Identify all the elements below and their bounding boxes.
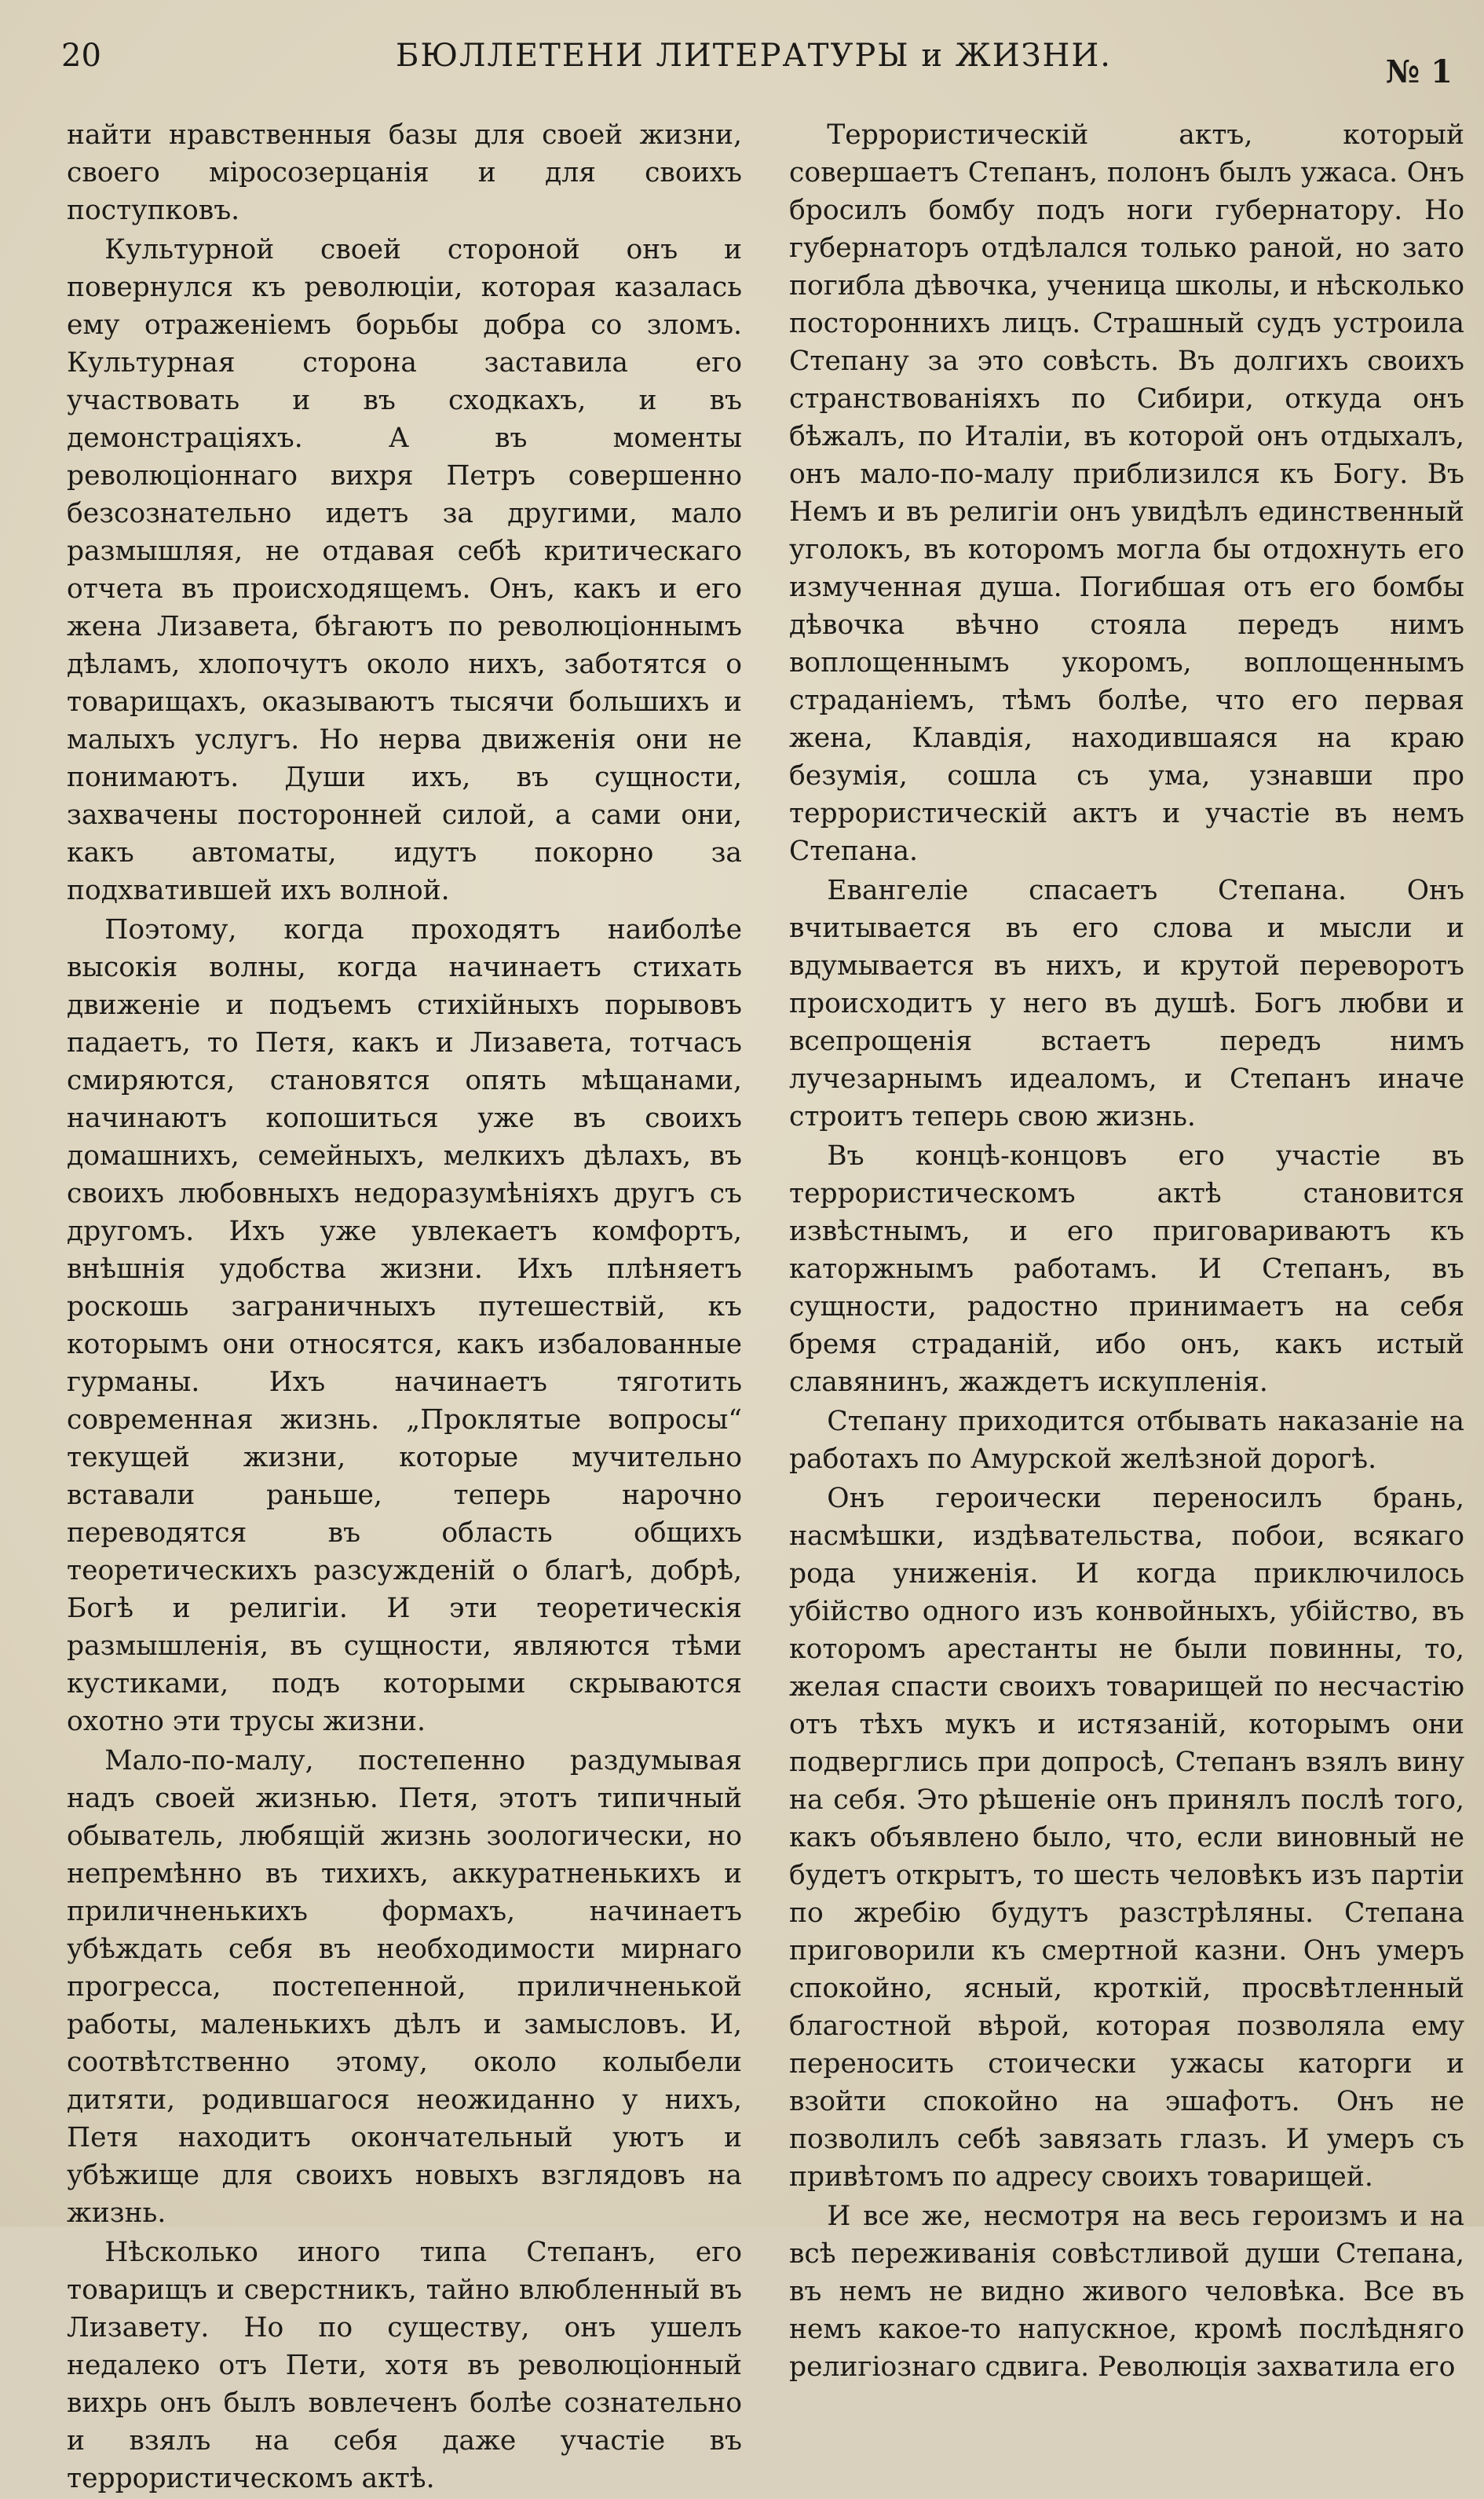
page-number: 20 xyxy=(61,38,101,74)
paragraph: Онъ героически переносилъ брань, насмѣшки, издѣвательства, побои, всякаго рода униженія. И когда приключилось убійство одного изъ конвойныхъ, убійство, въ которомъ арестанты не были повинны, то, желая спасти своихъ товарищей по несчастію отъ тѣхъ мукъ и истязаній, которымъ они подверглись при допросѣ, Степанъ взялъ вину на себя. Это рѣшеніе онъ принялъ послѣ того, какъ объявлено было, что, если виновный не будетъ открытъ, то шесть человѣкъ изъ партіи по жребію будутъ разстрѣляны. Степана приговорили къ смертной казни. Онъ умеръ спокойно, ясный, кроткій, просвѣтленный благостной вѣрой, которая позволяла ему переносить стоически ужасы каторги и взойти спокойно на эшафотъ. Онъ не позволилъ себѣ завязать глазъ. И умеръ съ привѣтомъ по адресу своихъ товарищей. xyxy=(789,1483,1464,2193)
paragraph: найти нравственныя базы для своей жизни, своего міросозерцанія и для своихъ поступковъ. xyxy=(67,119,742,226)
running-title: БЮЛЛЕТЕНИ ЛИТЕРАТУРЫ и ЖИЗНИ. xyxy=(396,38,1112,74)
paragraph: Степану приходится отбывать наказаніе на работахъ по Амурской желѣзной дорогѣ. xyxy=(789,1406,1464,1475)
paragraph: Нѣсколько иного типа Степанъ, его товарищъ и сверстникъ, тайно влюбленный въ Лизавету. Но по существу, онъ ушелъ недалеко отъ Пети, хотя въ революціонный вихрь онъ былъ вовлеченъ болѣе сознательно и взялъ на себя даже участіе въ террористическомъ актѣ. xyxy=(67,2237,742,2494)
paragraph: Террористическій актъ, который совершаетъ Степанъ, полонъ былъ ужаса. Онъ бросилъ бомбу подъ ноги губернатору. Но губернаторъ отдѣлался только раной, но зато погибла дѣвочка, ученица школы, и нѣсколько постороннихъ лицъ. Страшный судъ устроила Степану за это совѣсть. Въ долгихъ своихъ странствованіяхъ по Сибири, откуда онъ бѣжалъ, по Италіи, въ которой онъ отдыхалъ, онъ мало-по-малу приблизился къ Богу. Въ Немъ и въ религіи онъ увидѣлъ единственный уголокъ, въ которомъ могла бы отдохнуть его измученная душа. Погибшая отъ его бомбы дѣвочка вѣчно стояла передъ нимъ воплощеннымъ укоромъ, воплощеннымъ страданіемъ, тѣмъ болѣе, что его первая жена, Клавдія, находившаяся на краю безумія, сошла съ ума, узнавши про террористическій актъ и участіе въ немъ Степана. xyxy=(789,119,1464,867)
paragraph: Культурной своей стороной онъ и повернулся къ революціи, которая казалась ему отраженіемъ борьбы добра со зломъ. Культурная сторона заставила его участвовать и въ сходкахъ, и въ демонстраціяхъ. А въ моменты революціоннаго вихря Петръ совершенно безсознательно идетъ за другими, мало размышляя, не отдавая себѣ критическаго отчета въ происходящемъ. Онъ, какъ и его жена Лизавета, бѣгаютъ по революціоннымъ дѣламъ, хлопочутъ около нихъ, заботятся о товарищахъ, оказываютъ тысячи большихъ и малыхъ услугъ. Но нерва движенія они не понимаютъ. Души ихъ, въ сущности, захвачены посторонней силой, а сами они, какъ автоматы, идутъ покорно за подхватившей ихъ волной. xyxy=(67,234,742,906)
paragraph: Мало-по-малу, постепенно раздумывая надъ своей жизнью. Петя, этотъ типичный обыватель, любящій жизнь зоологически, но непремѣнно въ тихихъ, аккуратненькихъ и приличненькихъ формахъ, начинаетъ убѣждать себя въ необходимости мирнаго прогресса, постепенной, приличненькой работы, маленькихъ дѣлъ и замысловъ. И, соотвѣтственно этому, около колыбели дитяти, родившагося неожиданно у нихъ, Петя находитъ окончательный уютъ и убѣжище для своихъ новыхъ взглядовъ на жизнь. xyxy=(67,1745,742,2229)
left-column xyxy=(67,116,742,2499)
paragraph: И все же, несмотря на весь героизмъ и на всѣ переживанія совѣстливой души Степана, въ немъ не видно живого человѣка. Все въ немъ какое-то напускное, кромѣ послѣдняго религіознаго сдвига. Революція захватила его xyxy=(789,2201,1464,2383)
page-header xyxy=(55,31,1453,90)
right-column xyxy=(789,116,1464,2387)
paragraph: Поэтому, когда проходятъ наиболѣе высокія волны, когда начинаетъ стихать движеніе и подъемъ стихійныхъ порывовъ падаетъ, то Петя, какъ и Лизавета, тотчасъ смиряются, становятся опять мѣщанами, начинаютъ копошиться уже въ своихъ домашнихъ, семейныхъ, мелкихъ дѣлахъ, въ своихъ любовныхъ недоразумѣніяхъ другъ съ другомъ. Ихъ уже увлекаетъ комфортъ, внѣшнія удобства жизни. Ихъ плѣняетъ роскошь заграничныхъ путешествій, къ которымъ они относятся, какъ избалованные гурманы. Ихъ начинаетъ тяготить современная жизнь. „Проклятые вопросы“ текущей жизни, которые мучительно вставали раньше, теперь нарочно переводятся въ область общихъ теоретическихъ разсужденій о благѣ, добрѣ, Богѣ и религіи. И эти теоретическія размышленія, въ сущности, являются тѣми кустиками, подъ которыми скрываются охотно эти трусы жизни. xyxy=(67,914,742,1737)
paragraph: Евангеліе спасаетъ Степана. Онъ вчитывается въ его слова и мысли и вдумывается въ нихъ, и крутой переворотъ происходитъ у него въ душѣ. Богъ любви и всепрощенія встаетъ передъ нимъ лучезарнымъ идеаломъ, и Степанъ иначе строитъ теперь свою жизнь. xyxy=(789,875,1464,1132)
paragraph: Въ концѣ-концовъ его участіе въ террористическомъ актѣ становится извѣстнымъ, и его приговариваютъ къ каторжнымъ работамъ. И Степанъ, въ сущности, радостно принимаетъ на себя бремя страданій, ибо онъ, какъ истый славянинъ, жаждетъ искупленія. xyxy=(789,1140,1464,1398)
issue-number: № 1 xyxy=(1385,53,1453,90)
